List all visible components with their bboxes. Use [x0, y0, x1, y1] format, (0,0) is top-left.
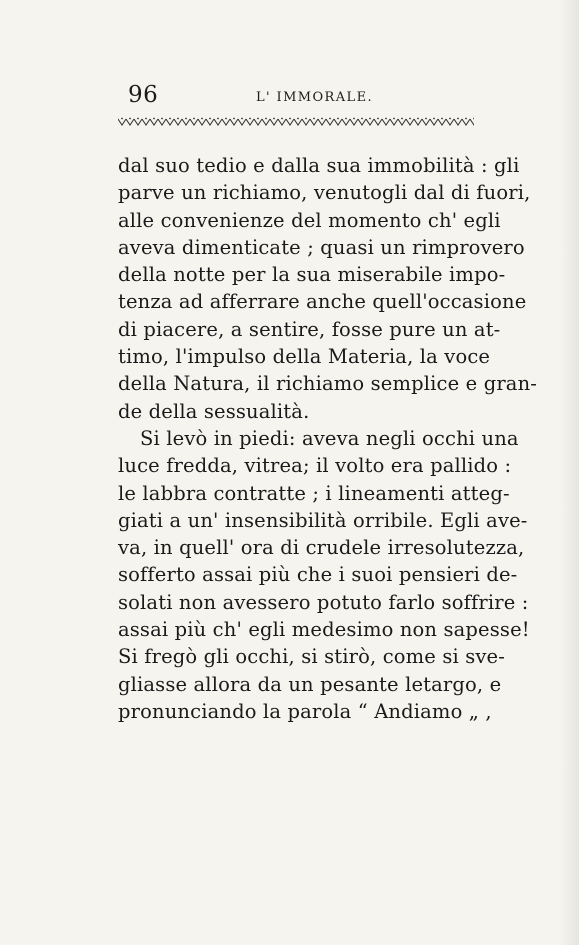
- text-line: timo, l'impulso della Materia, la voce: [118, 345, 491, 369]
- text-line: aveva dimenticate ; quasi un rimprovero: [118, 235, 525, 259]
- text-line: va, in quell' ora di crudele irresolutezza,: [118, 536, 525, 560]
- text-line: Si fregò gli occhi, si stirò, come si sve-: [118, 645, 505, 669]
- decorative-rule-ornament: [118, 116, 474, 128]
- page-number: 96: [128, 82, 159, 108]
- text-line: sofferto assai più che i suoi pensieri de-: [118, 563, 518, 587]
- text-line: di piacere, a sentire, fosse pure un at-: [118, 317, 501, 341]
- text-line: le labbra contratte ; i lineamenti atteg-: [118, 481, 510, 505]
- text-line: dal suo tedio e dalla sua immobilità : gli: [118, 154, 520, 177]
- text-line: pronunciando la parola “ Andiamo „ ,: [118, 699, 492, 723]
- text-line: gliasse allora da un pesante letargo, e: [118, 672, 502, 696]
- text-line: Si levò in piedi: aveva negli occhi una: [140, 426, 519, 450]
- text-line: della Natura, il richiamo semplice e gran-: [118, 372, 538, 396]
- text-line: luce fredda, vitrea; il volto era pallido :: [118, 454, 512, 478]
- running-title: L' IMMORALE.: [256, 90, 373, 105]
- page-edge-shadow: [561, 0, 579, 945]
- text-line: giati a un' insensibilità orribile. Egli ave-: [118, 508, 528, 532]
- body-text: [118, 152, 538, 725]
- page-header: [118, 82, 468, 112]
- text-line: tenza ad afferrare anche quell'occasione: [118, 290, 527, 314]
- text-line: alle convenienze del momento ch' egli: [118, 208, 501, 232]
- text-line: parve un richiamo, venutogli dal di fuori,: [118, 181, 531, 205]
- text-line: de della sessualità.: [118, 399, 310, 423]
- text-line: solati non avessero potuto farlo soffrire :: [118, 590, 529, 614]
- text-line: della notte per la sua miserabile impo-: [118, 263, 506, 287]
- text-line: assai più ch' egli medesimo non sapesse!: [118, 618, 530, 642]
